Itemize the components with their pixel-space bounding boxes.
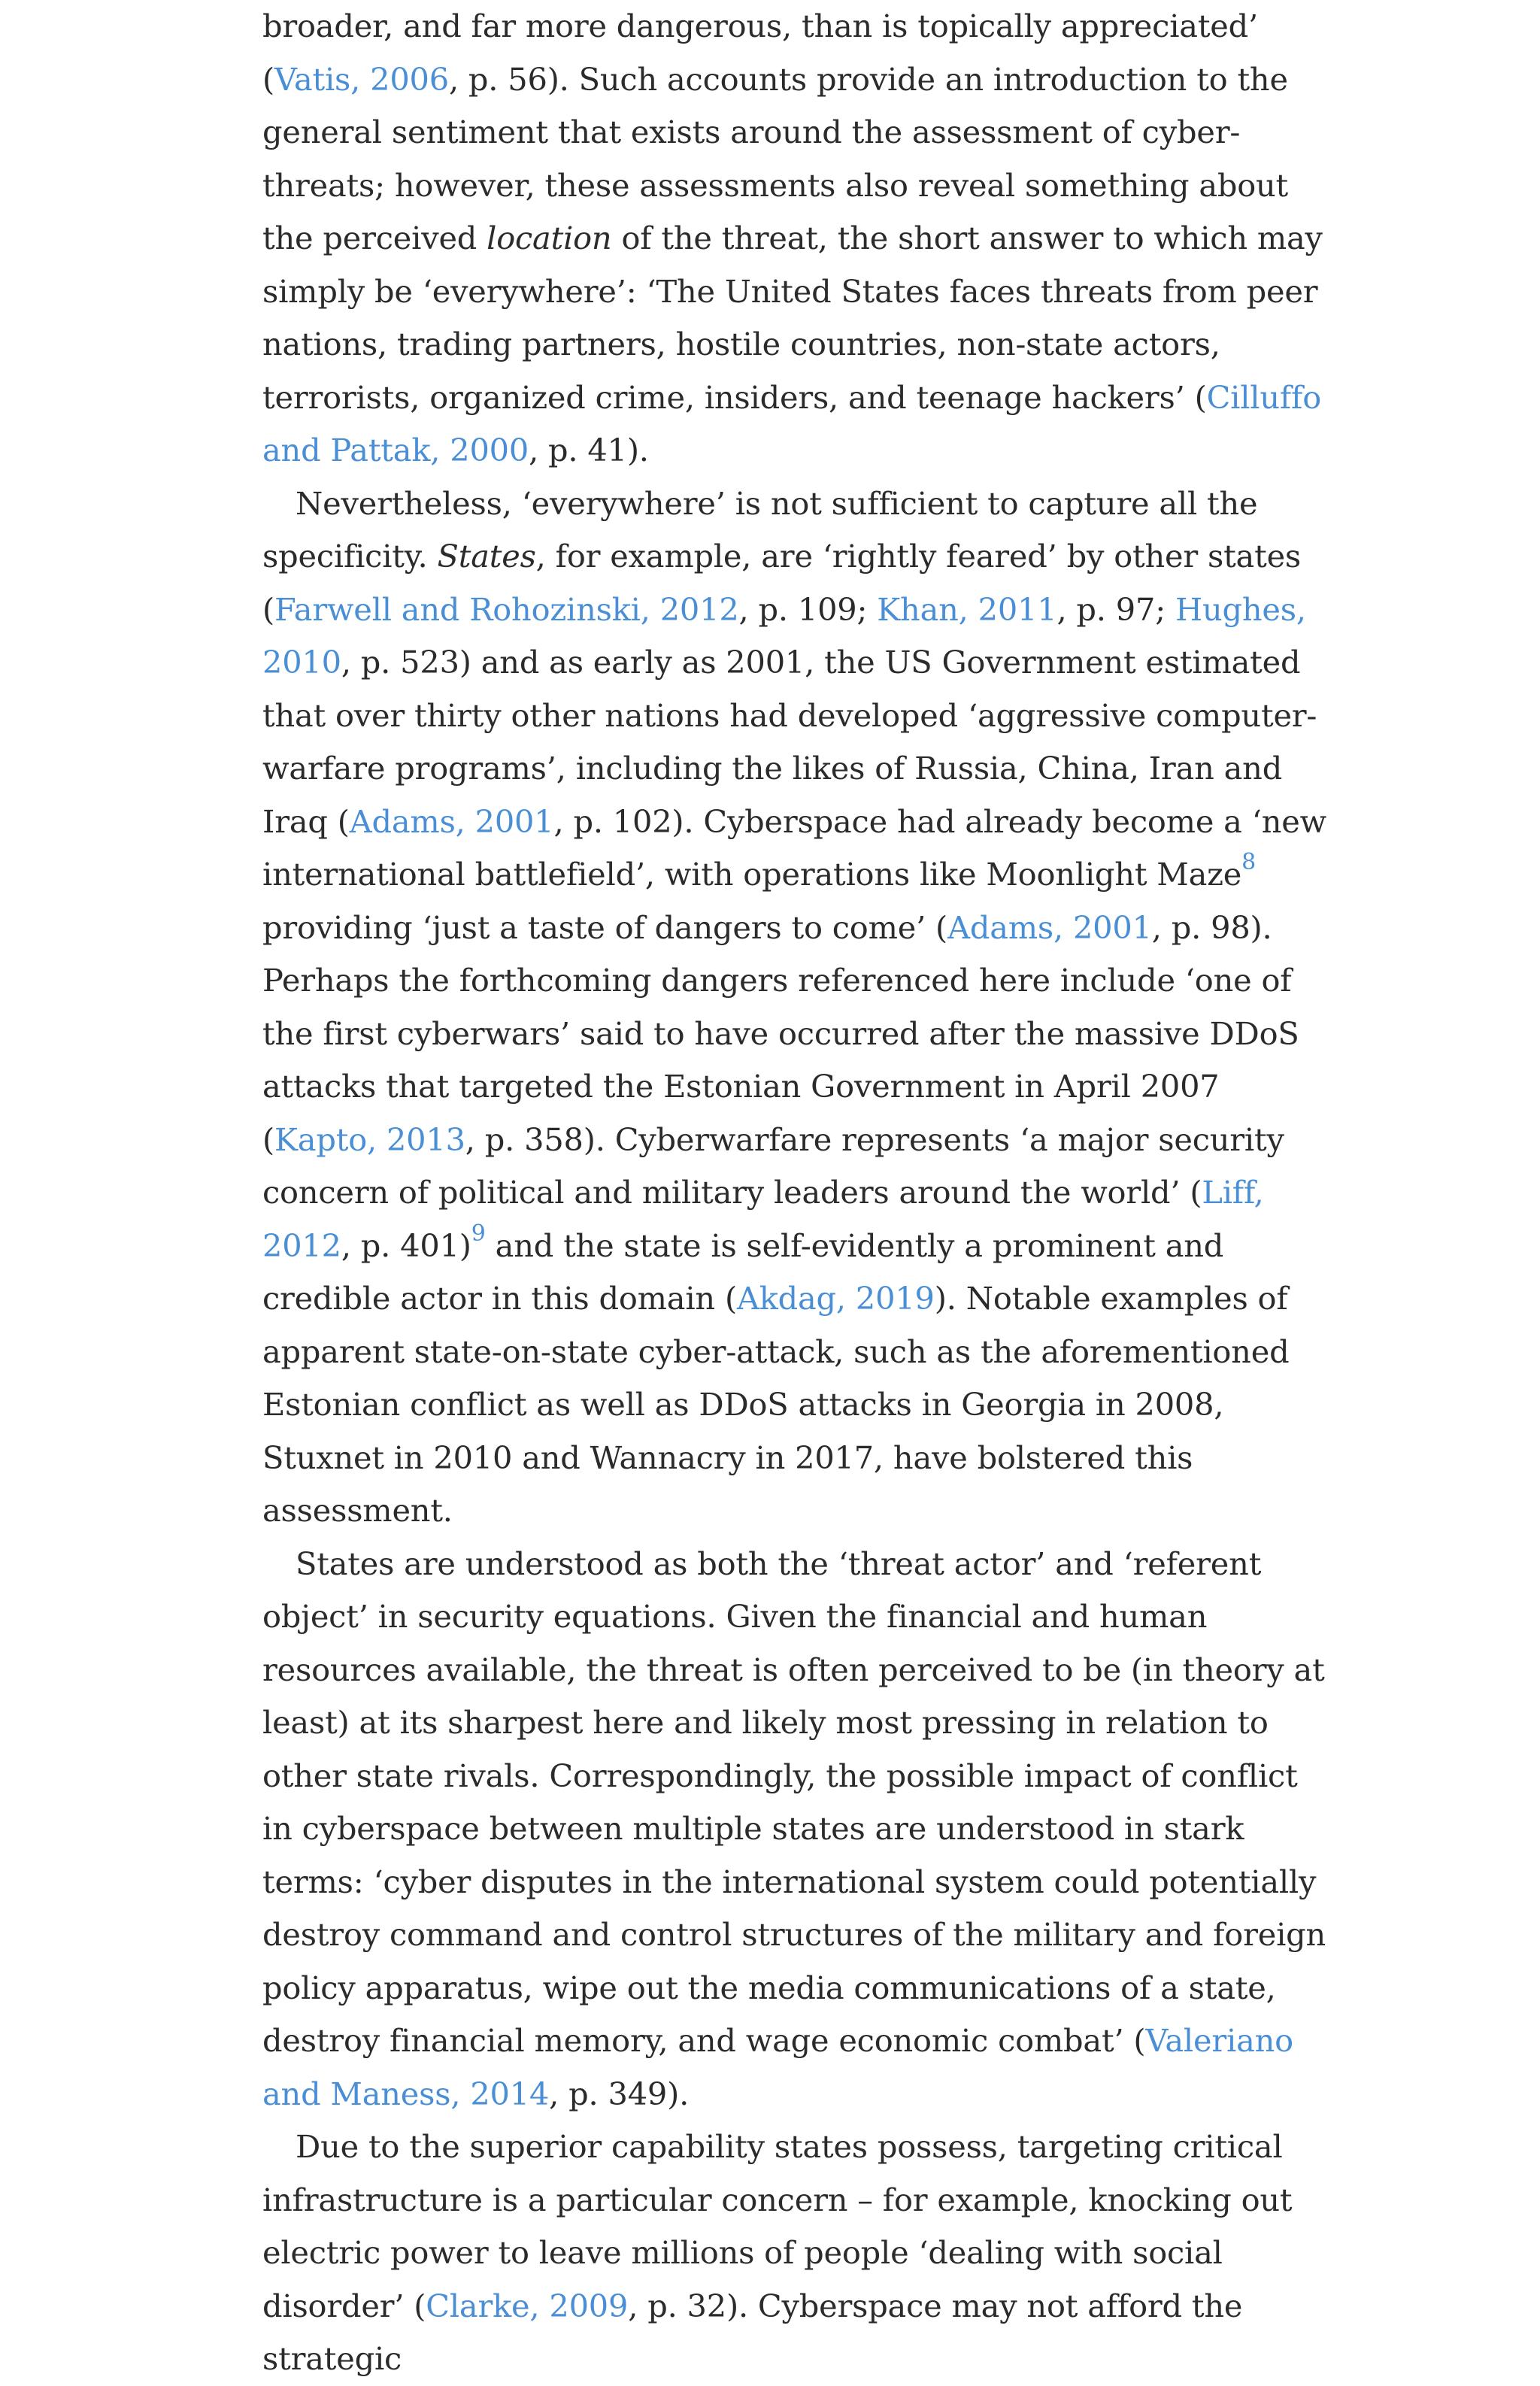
footnote-8[interactable]: 8 (1241, 849, 1257, 876)
body-text: Nevertheless, ‘everywhere’ is not sufficient to capture all the specificity. (262, 484, 1258, 575)
body-text: providing ‘just a taste of dangers to come’ ( (262, 908, 948, 946)
ref-valeriano-maness-2014[interactable]: Valeriano and Maness, 2014 (262, 2022, 1293, 2112)
footnote-9[interactable]: 9 (471, 1220, 486, 1247)
body-text: States are understood as both the ‘threat actor’ and ‘referent object’ in security equations. Given the financial and human resources available, the threat is often perceived to be (in theory at least) at its sharpest here and likely most pressing in relation to other state rivals. Correspondingly, the possible impact of conflict in cyberspace between multiple states are understood in stark terms: ‘cyber disputes in the international system could potentially destroy command and control structures of the military and foreign policy apparatus, wipe out the media communications of a state, destroy financial memory, and wage economic combat’ ( (262, 1545, 1326, 2059)
body-text: broader, and far more dangerous, than is topically appreciated’ ( (262, 8, 1259, 98)
ref-khan-2011[interactable]: Khan, 2011 (877, 590, 1057, 628)
body-text: and the state is self-evidently a prominent and credible actor in this domain ( (262, 1226, 1224, 1317)
body-text: , p. 97; (1056, 590, 1175, 628)
article-body (262, 0, 1330, 2386)
body-text: , p. 349). (549, 2075, 690, 2112)
paragraph-3 (262, 1538, 1330, 2121)
body-text: , p. 102). Cyberspace had already become a ‘new international battlefield’, with operations like Moonlight Maze (262, 802, 1326, 893)
body-text: , p. 358). Cyberwarfare represents ‘a major security concern of political and military leaders around the world’ ( (262, 1120, 1284, 1211)
ref-clarke-2009[interactable]: Clarke, 2009 (426, 2287, 629, 2324)
ref-farwell-rohozinski-2012[interactable]: Farwell and Rohozinski, 2012 (274, 590, 739, 628)
ref-vatis-2006[interactable]: Vatis, 2006 (274, 60, 449, 98)
body-text: ). Notable examples of apparent state-on-state cyber-attack, such as the aforementioned Estonian conflict as well as DDoS attacks in Georgia in 2008, Stuxnet in 2010 and Wannacry in 2017, have bolstered this assessment. (262, 1280, 1290, 1529)
emphasis-text: States (437, 538, 536, 575)
ref-cilluffo-pattak-2000[interactable]: Cilluffo and Pattak, 2000 (262, 378, 1321, 468)
ref-liff-2012[interactable]: Liff, 2012 (262, 1174, 1264, 1264)
body-text: , p. 41). (529, 432, 649, 468)
emphasis-text: location (487, 220, 612, 256)
ref-adams-2001[interactable]: Adams, 2001 (349, 802, 554, 840)
body-text: , p. 32). Cyberspace may not afford the strategic (262, 2287, 1243, 2377)
paragraph-1 (262, 0, 1330, 478)
body-text: , p. 523) and as early as 2001, the US Government estimated that over thirty other nations had developed ‘aggressive computer-warfare programs’, including the likes of Russia, China, Iran and Iraq ( (262, 644, 1317, 840)
ref-kapto-2013[interactable]: Kapto, 2013 (274, 1120, 465, 1158)
body-text: of the threat, the short answer to which may simply be ‘everywhere’: ‘The United States faces threats from peer nations, trading partners, hostile countries, non-state actors, terrorists, organized crime, insiders, and teenage hackers’ ( (262, 220, 1323, 416)
body-text: , p. 109; (738, 590, 878, 628)
body-text: Due to the superior capability states possess, targeting critical infrastructure is a particular concern – for example, knocking out electric power to leave millions of people ‘dealing with social disorder’ ( (262, 2128, 1293, 2324)
paragraph-4 (262, 2121, 1330, 2386)
paragraph-2 (262, 478, 1330, 1538)
body-text: , p. 98). Perhaps the forthcoming dangers referenced here include ‘one of the first cyberwars’ said to have occurred after the massive DDoS attacks that targeted the Estonian Government in April 2007 ( (262, 908, 1299, 1158)
body-text: , p. 401) (341, 1226, 471, 1264)
body-text: , p. 56). Such accounts provide an introduction to the general sentiment that exists around the assessment of cyber-threats; however, these assessments also reveal something about the perceived (262, 60, 1289, 256)
body-text: , for example, are ‘rightly feared’ by other states ( (262, 538, 1302, 628)
ref-akdag-2019[interactable]: Akdag, 2019 (736, 1280, 935, 1317)
ref-adams-2001-b[interactable]: Adams, 2001 (947, 908, 1152, 946)
ref-hughes-2010[interactable]: Hughes, 2010 (262, 590, 1306, 681)
